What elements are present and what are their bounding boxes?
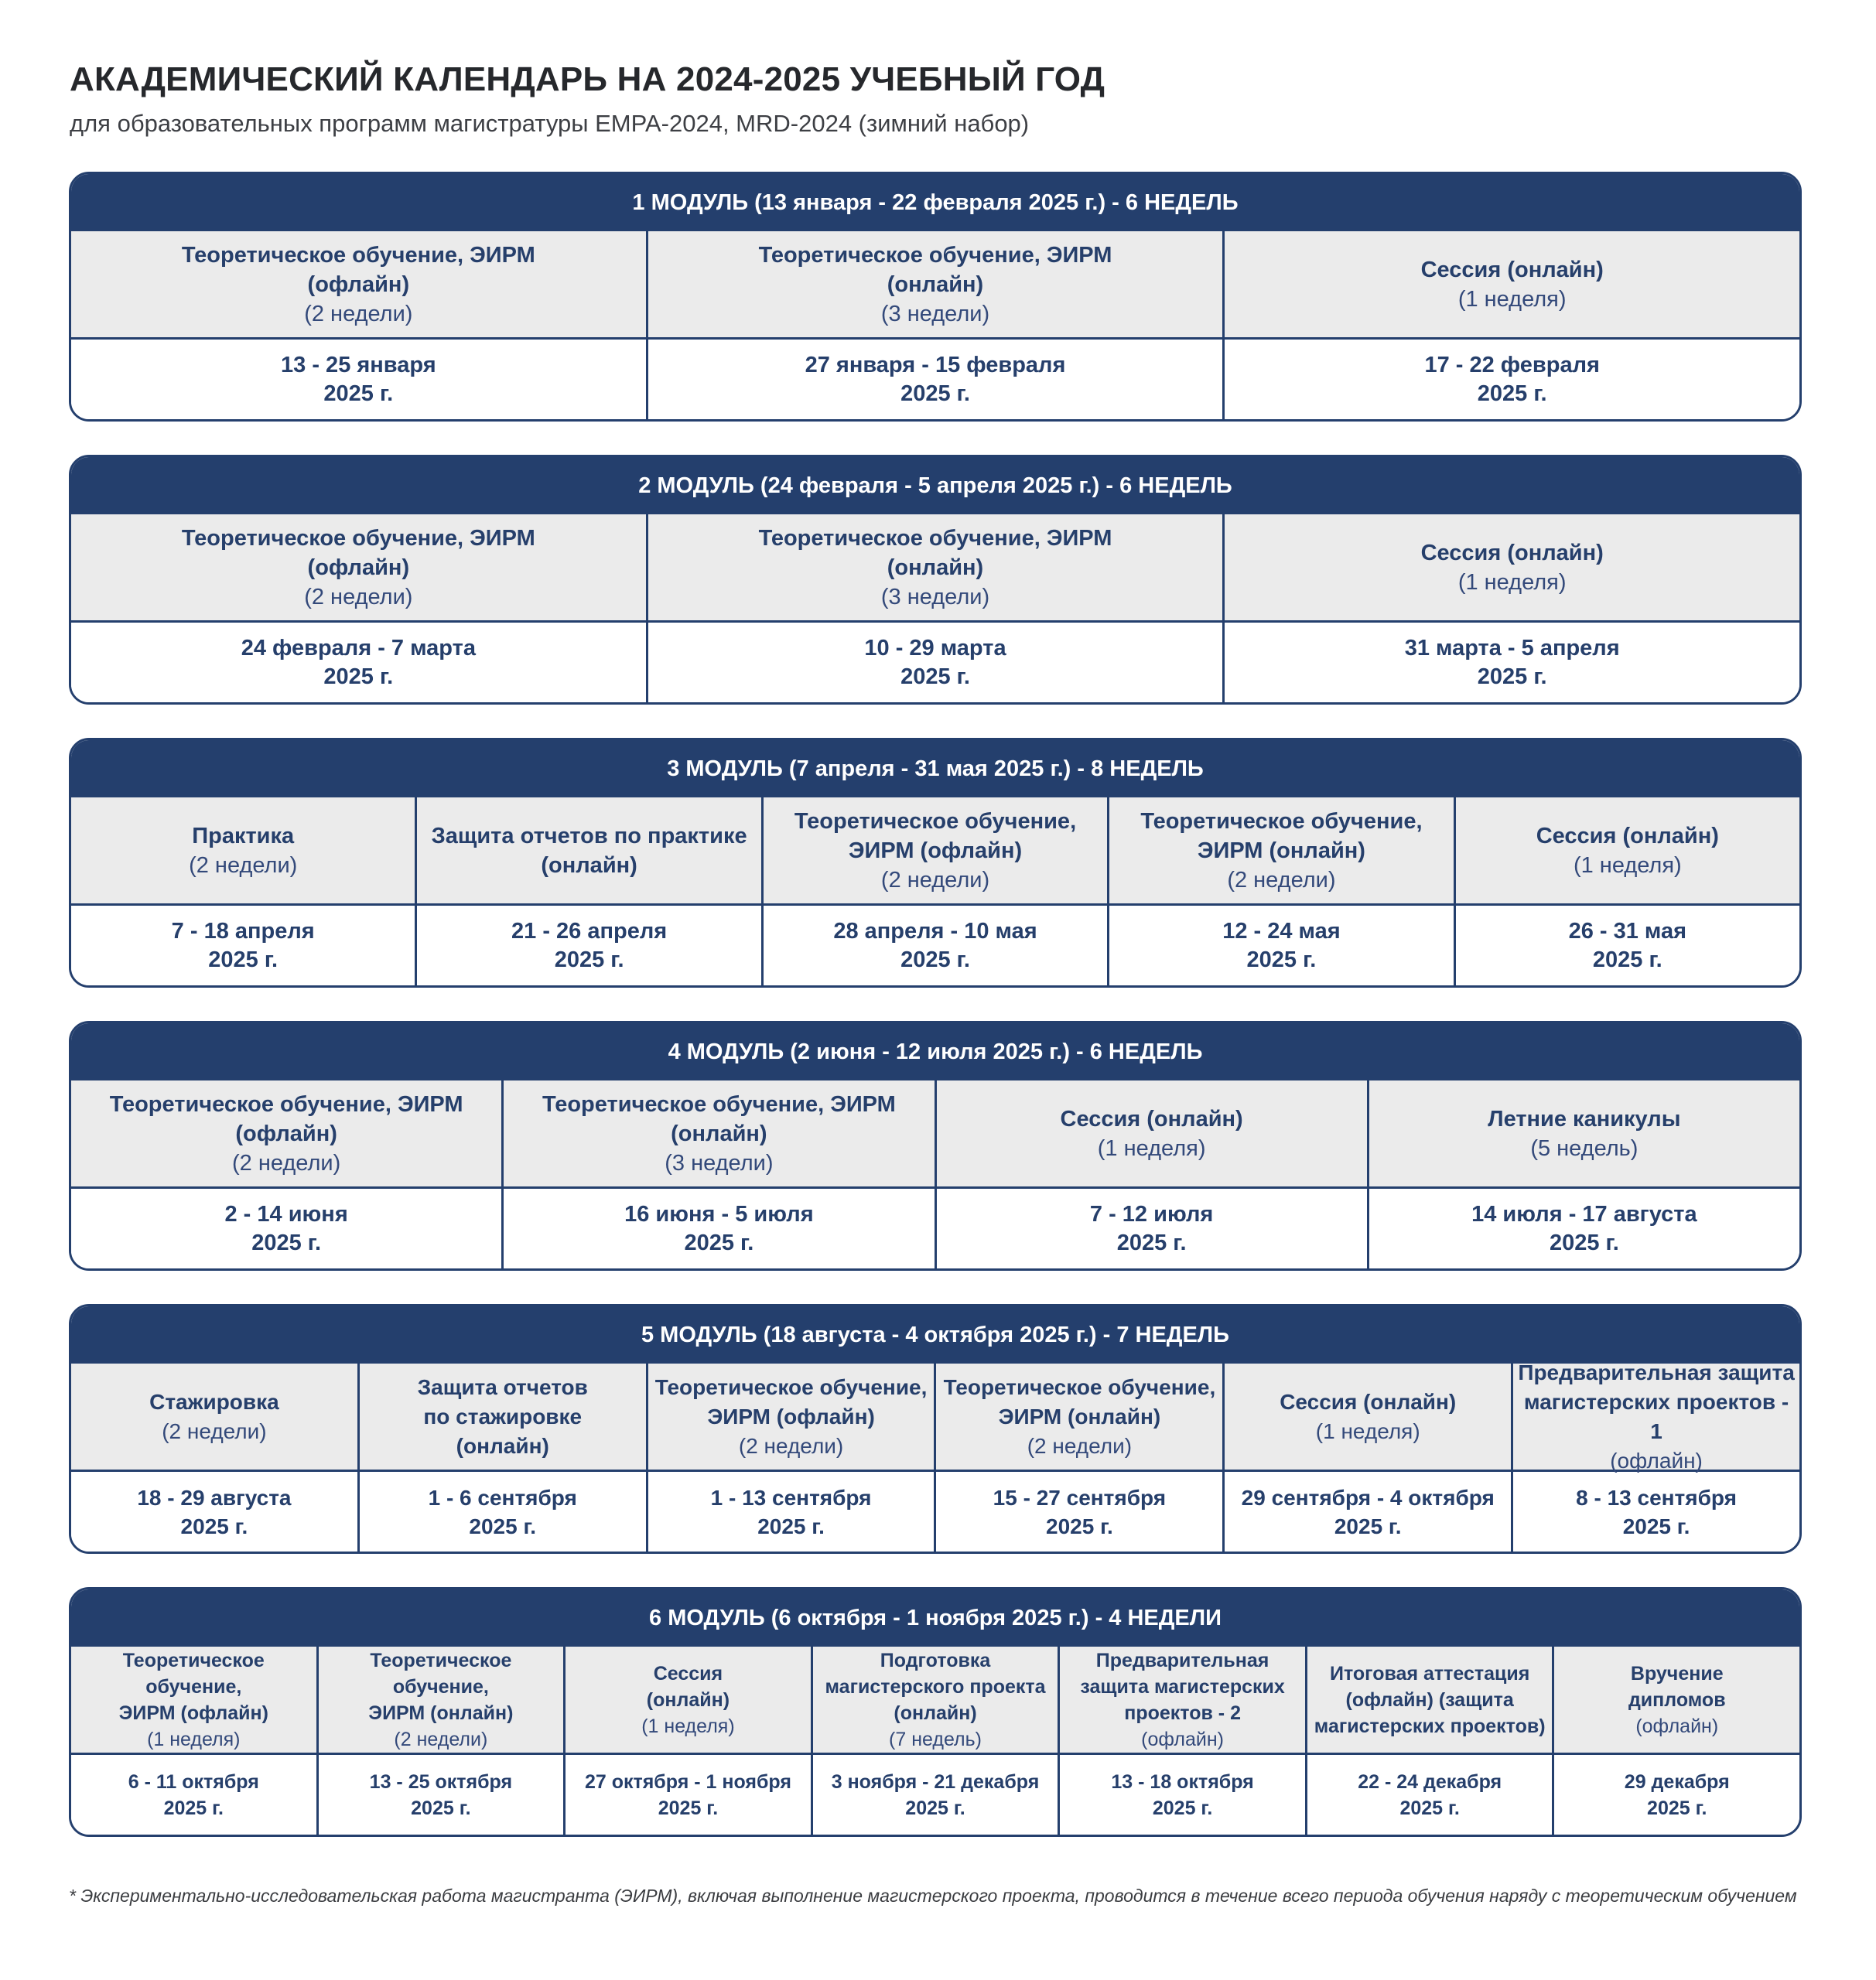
date-cell bbox=[934, 1472, 1222, 1552]
activity-label: Вручение дипломов bbox=[1628, 1662, 1726, 1711]
activity-duration: (1 неделя) bbox=[1097, 1135, 1206, 1161]
date-cell bbox=[1305, 1755, 1553, 1835]
activity-cell bbox=[1367, 1080, 1799, 1186]
activity-dates: 27 октября - 1 ноября 2025 г. bbox=[584, 1770, 791, 1819]
activity-dates: 17 - 22 февраля 2025 г. bbox=[1424, 352, 1600, 406]
activity-label: Предварительная защита магистерских проектов - 1 bbox=[1518, 1360, 1795, 1443]
activity-cell bbox=[934, 1364, 1222, 1470]
activity-duration: (2 недели) bbox=[304, 301, 413, 326]
activity-cell bbox=[646, 514, 1223, 620]
activity-label: Теоретическое обучение, ЭИРМ (офлайн) bbox=[794, 808, 1077, 863]
date-cell bbox=[71, 1472, 357, 1552]
activity-duration: (1 неделя) bbox=[1457, 569, 1567, 595]
activity-label: Сессия (онлайн) bbox=[1280, 1389, 1457, 1414]
activity-cell bbox=[761, 797, 1107, 903]
activity-cell bbox=[646, 231, 1223, 337]
activity-label: Предварительная защита магистерских проектов - 2 bbox=[1080, 1649, 1285, 1724]
activity-dates: 7 - 18 апреля 2025 г. bbox=[171, 918, 315, 972]
activity-label: Сессия (онлайн) bbox=[1420, 257, 1604, 282]
module-dates-row bbox=[71, 1189, 1799, 1268]
activity-duration: (1 неделя) bbox=[1315, 1418, 1420, 1443]
activity-cell bbox=[501, 1080, 934, 1186]
date-cell bbox=[1511, 1472, 1799, 1552]
activity-cell bbox=[811, 1647, 1058, 1753]
activity-duration: (2 недели) bbox=[189, 852, 298, 878]
date-cell bbox=[811, 1755, 1058, 1835]
date-cell bbox=[761, 906, 1107, 985]
activity-dates: 29 декабря 2025 г. bbox=[1624, 1770, 1730, 1819]
activity-duration: (офлайн) bbox=[1141, 1728, 1225, 1750]
activity-dates: 13 - 25 октября 2025 г. bbox=[369, 1770, 513, 1819]
activity-duration: (1 неделя) bbox=[147, 1728, 241, 1750]
page-title: АКАДЕМИЧЕСКИЙ КАЛЕНДАРЬ НА 2024-2025 УЧЕБНЫЙ ГОД bbox=[70, 60, 1105, 98]
module-activity-row bbox=[71, 1080, 1799, 1189]
activity-duration: (офлайн) bbox=[1610, 1448, 1703, 1473]
activity-label: Стажировка bbox=[149, 1389, 279, 1414]
activity-dates: 12 - 24 мая 2025 г. bbox=[1222, 918, 1341, 972]
activity-duration: (1 неделя) bbox=[641, 1715, 735, 1737]
module-title: 5 МОДУЛЬ (18 августа - 4 октября 2025 г.) - 7 НЕДЕЛЬ bbox=[71, 1306, 1799, 1364]
date-cell bbox=[1222, 340, 1799, 419]
activity-dates: 13 - 25 января 2025 г. bbox=[281, 352, 436, 406]
activity-label: Теоретическое обучение, ЭИРМ (офлайн) bbox=[118, 1649, 268, 1724]
module-5 bbox=[69, 1304, 1802, 1554]
activity-label: Теоретическое обучение, ЭИРМ (онлайн) bbox=[1140, 808, 1423, 863]
activity-label: Теоретическое обучение, ЭИРМ (онлайн) bbox=[758, 242, 1112, 297]
footnote: * Экспериментально-исследовательская работа магистранта (ЭИРМ), включая выполнение магистерского проекта, проводится в течение всего периода обучения наряду с теоретическим обучением bbox=[69, 1886, 1797, 1906]
module-dates-row bbox=[71, 906, 1799, 985]
activity-dates: 16 июня - 5 июля 2025 г. bbox=[624, 1201, 814, 1255]
date-cell bbox=[646, 1472, 935, 1552]
activity-cell bbox=[71, 1080, 501, 1186]
date-cell bbox=[563, 1755, 811, 1835]
activity-cell bbox=[1222, 514, 1799, 620]
date-cell bbox=[501, 1189, 934, 1268]
module-activity-row bbox=[71, 231, 1799, 340]
activity-duration: (2 недели) bbox=[738, 1433, 844, 1458]
module-title: 1 МОДУЛЬ (13 января - 22 февраля 2025 г.) - 6 НЕДЕЛЬ bbox=[71, 174, 1799, 231]
activity-duration: (2 недели) bbox=[880, 867, 990, 893]
activity-cell bbox=[357, 1364, 646, 1470]
activity-duration: (7 недель) bbox=[889, 1728, 982, 1750]
activity-dates: 26 - 31 мая 2025 г. bbox=[1568, 918, 1687, 972]
module-title: 4 МОДУЛЬ (2 июня - 12 июля 2025 г.) - 6 НЕДЕЛЬ bbox=[71, 1023, 1799, 1080]
activity-cell bbox=[935, 1080, 1367, 1186]
date-cell bbox=[1222, 1472, 1511, 1552]
activity-cell bbox=[563, 1647, 811, 1753]
date-cell bbox=[1222, 623, 1799, 702]
activity-label: Сессия (онлайн) bbox=[646, 1662, 730, 1711]
activity-dates: 8 - 13 сентября 2025 г. bbox=[1576, 1485, 1737, 1538]
activity-dates: 1 - 6 сентября 2025 г. bbox=[428, 1485, 577, 1538]
activity-dates: 29 сентября - 4 октября 2025 г. bbox=[1241, 1485, 1495, 1538]
activity-duration: (2 недели) bbox=[304, 584, 413, 609]
activity-cell bbox=[71, 797, 415, 903]
activity-cell bbox=[1552, 1647, 1799, 1753]
module-dates-row bbox=[71, 1755, 1799, 1835]
module-dates-row bbox=[71, 1472, 1799, 1552]
activity-cell bbox=[71, 1647, 316, 1753]
activity-label: Подготовка магистерского проекта (онлайн) bbox=[825, 1649, 1046, 1724]
activity-cell bbox=[1222, 231, 1799, 337]
activity-dates: 28 апреля - 10 мая 2025 г. bbox=[833, 918, 1037, 972]
activity-label: Защита отчетов по практике (онлайн) bbox=[431, 823, 747, 878]
activity-cell bbox=[1222, 1364, 1511, 1470]
date-cell bbox=[415, 906, 760, 985]
activity-duration: (5 недель) bbox=[1530, 1135, 1639, 1161]
activity-dates: 18 - 29 августа 2025 г. bbox=[137, 1485, 292, 1538]
module-activity-row bbox=[71, 514, 1799, 623]
activity-duration: (2 недели) bbox=[1227, 867, 1336, 893]
date-cell bbox=[1367, 1189, 1799, 1268]
date-cell bbox=[71, 906, 415, 985]
date-cell bbox=[71, 1189, 501, 1268]
activity-cell bbox=[71, 1364, 357, 1470]
activity-label: Теоретическое обучение, ЭИРМ (офлайн) bbox=[654, 1374, 928, 1429]
activity-duration: (2 недели) bbox=[394, 1728, 488, 1750]
module-activity-row bbox=[71, 1360, 1799, 1473]
activity-label: Защита отчетов по стажировке (онлайн) bbox=[417, 1374, 588, 1458]
module-title: 3 МОДУЛЬ (7 апреля - 31 мая 2025 г.) - 8 НЕДЕЛЬ bbox=[71, 740, 1799, 797]
module-activity-row bbox=[71, 797, 1799, 906]
activity-duration: (2 недели) bbox=[232, 1150, 341, 1176]
activity-dates: 15 - 27 сентября 2025 г. bbox=[993, 1485, 1167, 1538]
module-dates-row bbox=[71, 340, 1799, 419]
activity-duration: (1 неделя) bbox=[1457, 286, 1567, 312]
activity-label: Летние каникулы bbox=[1488, 1106, 1681, 1132]
activity-dates: 27 января - 15 февраля 2025 г. bbox=[805, 352, 1066, 406]
module-6 bbox=[69, 1587, 1802, 1837]
activity-dates: 3 ноября - 21 декабря 2025 г. bbox=[831, 1770, 1040, 1819]
module-activity-row bbox=[71, 1647, 1799, 1755]
date-cell bbox=[71, 623, 646, 702]
activity-cell bbox=[646, 1364, 935, 1470]
activity-label: Теоретическое обучение, ЭИРМ (онлайн) bbox=[758, 525, 1112, 580]
activity-label: Практика bbox=[192, 823, 295, 848]
activity-dates: 6 - 11 октября 2025 г. bbox=[128, 1770, 259, 1819]
date-cell bbox=[1107, 906, 1453, 985]
activity-cell bbox=[71, 231, 646, 337]
activity-dates: 31 марта - 5 апреля 2025 г. bbox=[1404, 635, 1620, 689]
activity-dates: 21 - 26 апреля 2025 г. bbox=[511, 918, 668, 972]
activity-cell bbox=[1511, 1360, 1799, 1473]
activity-duration: (2 недели) bbox=[162, 1418, 267, 1443]
activity-cell bbox=[415, 797, 760, 903]
activity-dates: 7 - 12 июля 2025 г. bbox=[1089, 1201, 1214, 1255]
page-subtitle: для образовательных программ магистратуры EMPA-2024, MRD-2024 (зимний набор) bbox=[70, 110, 1030, 137]
activity-dates: 22 - 24 декабря 2025 г. bbox=[1358, 1770, 1502, 1819]
activity-cell bbox=[71, 514, 646, 620]
date-cell bbox=[1454, 906, 1799, 985]
activity-duration: (1 неделя) bbox=[1573, 852, 1682, 878]
date-cell bbox=[71, 340, 646, 419]
activity-label: Теоретическое обучение, ЭИРМ (офлайн) bbox=[181, 525, 535, 580]
activity-label: Сессия (онлайн) bbox=[1420, 540, 1604, 565]
module-2 bbox=[69, 455, 1802, 705]
activity-label: Теоретическое обучение, ЭИРМ (онлайн) bbox=[943, 1374, 1216, 1429]
activity-cell bbox=[1058, 1647, 1305, 1753]
activity-label: Теоретическое обучение, ЭИРМ (офлайн) bbox=[109, 1091, 463, 1146]
activity-duration: (3 недели) bbox=[880, 584, 990, 609]
date-cell bbox=[357, 1472, 646, 1552]
date-cell bbox=[646, 340, 1223, 419]
activity-dates: 14 июля - 17 августа 2025 г. bbox=[1471, 1201, 1697, 1255]
module-title: 2 МОДУЛЬ (24 февраля - 5 апреля 2025 г.) - 6 НЕДЕЛЬ bbox=[71, 457, 1799, 514]
activity-dates: 2 - 14 июня 2025 г. bbox=[224, 1201, 348, 1255]
date-cell bbox=[71, 1755, 316, 1835]
activity-cell bbox=[1107, 797, 1453, 903]
activity-label: Теоретическое обучение, ЭИРМ (онлайн) bbox=[368, 1649, 514, 1724]
activity-dates: 10 - 29 марта 2025 г. bbox=[864, 635, 1006, 689]
activity-duration: (3 недели) bbox=[665, 1150, 774, 1176]
date-cell bbox=[1058, 1755, 1305, 1835]
date-cell bbox=[646, 623, 1223, 702]
activity-dates: 24 февраля - 7 марта 2025 г. bbox=[241, 635, 476, 689]
activity-label: Сессия (онлайн) bbox=[1060, 1106, 1243, 1132]
module-1 bbox=[69, 172, 1802, 422]
module-title: 6 МОДУЛЬ (6 октября - 1 ноября 2025 г.) - 4 НЕДЕЛИ bbox=[71, 1589, 1799, 1647]
module-4 bbox=[69, 1021, 1802, 1271]
activity-label: Теоретическое обучение, ЭИРМ (офлайн) bbox=[181, 242, 535, 297]
activity-duration: (2 недели) bbox=[1027, 1433, 1133, 1458]
activity-cell bbox=[1454, 797, 1799, 903]
activity-label: Итоговая аттестация (офлайн) (защита магистерских проектов) bbox=[1314, 1662, 1546, 1737]
activity-label: Сессия (онлайн) bbox=[1536, 823, 1719, 848]
activity-duration: (офлайн) bbox=[1635, 1715, 1719, 1737]
activity-label: Теоретическое обучение, ЭИРМ (онлайн) bbox=[542, 1091, 896, 1146]
activity-dates: 13 - 18 октября 2025 г. bbox=[1111, 1770, 1254, 1819]
date-cell bbox=[935, 1189, 1367, 1268]
activity-cell bbox=[316, 1647, 564, 1753]
date-cell bbox=[1552, 1755, 1799, 1835]
module-3 bbox=[69, 738, 1802, 988]
activity-cell bbox=[1305, 1647, 1553, 1753]
date-cell bbox=[316, 1755, 564, 1835]
activity-dates: 1 - 13 сентября 2025 г. bbox=[710, 1485, 872, 1538]
module-dates-row bbox=[71, 623, 1799, 702]
activity-duration: (3 недели) bbox=[880, 301, 990, 326]
